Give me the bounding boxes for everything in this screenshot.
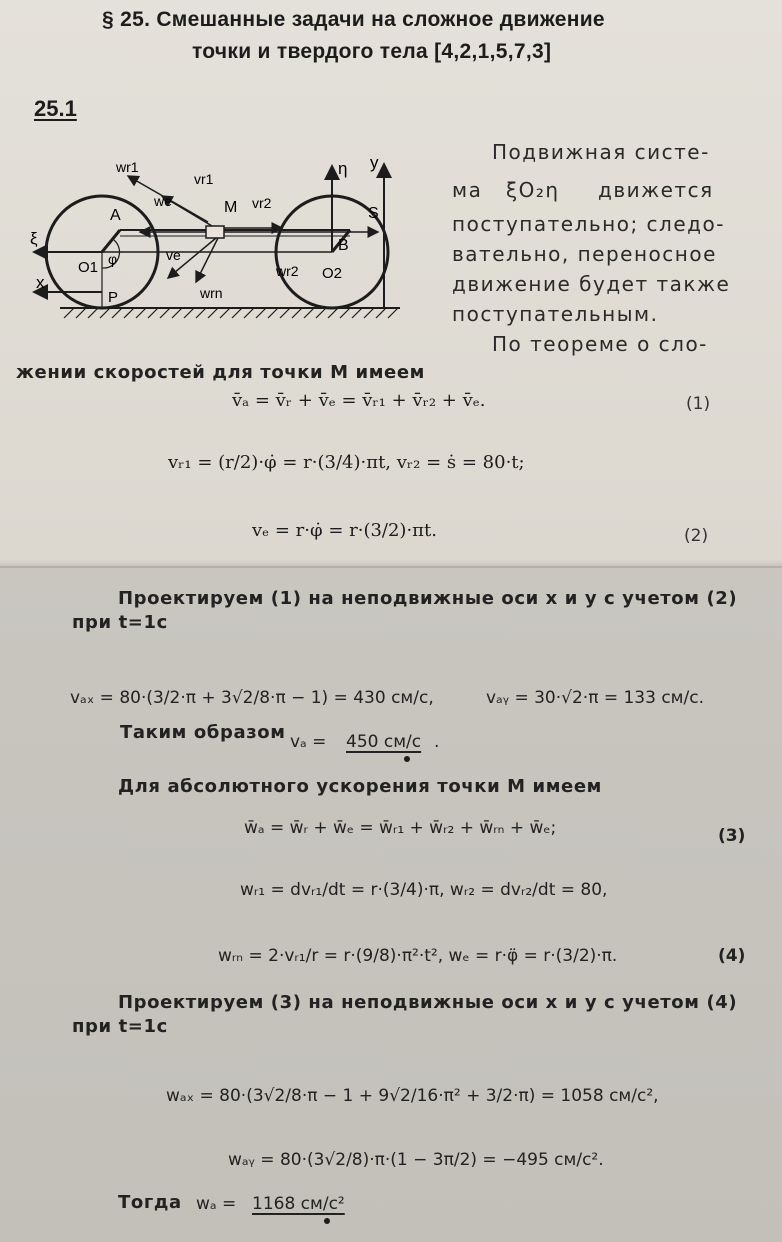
then-label: Тогда <box>118 1192 182 1213</box>
equation-transport-velocity: vₑ = r·φ̇ = r·(3/2)·πt. <box>252 520 437 541</box>
equation-tag-1: (1) <box>686 394 711 414</box>
problem-number: 25.1 <box>34 96 77 121</box>
slider-M <box>206 226 224 238</box>
equation-velocity-sum: v̄ₐ = v̄ᵣ + v̄ₑ = v̄ᵣ₁ + v̄ᵣ₂ + v̄ₑ. <box>232 390 486 411</box>
equation-relative-accelerations: wᵣ₁ = dvᵣ₁/dt = r·(3/4)·π, wᵣ₂ = dvᵣ₂/dt = 80, <box>240 880 608 900</box>
intro-line-2b: ξO₂η <box>506 178 560 202</box>
intro-line-3: поступательно; следо- <box>452 212 725 236</box>
label-vr1: vr1 <box>194 171 214 187</box>
equation-vay: vₐᵧ = 30·√2·π = 133 см/с. <box>486 688 704 708</box>
label-wr1: wr1 <box>116 159 139 175</box>
projection-text-1: Проектируем (1) на неподвижные оси x и y с учетом (2) <box>118 588 738 609</box>
intro-line-6: поступательным. <box>452 302 659 326</box>
label-wrn: wrn <box>200 285 223 301</box>
result-marker-dot-2 <box>324 1218 330 1224</box>
intro-line-2a: ма <box>452 178 483 202</box>
velocity-theorem-text: жении скоростей для точки M имеем <box>16 362 425 383</box>
label-we: we <box>154 193 172 209</box>
projection-time-2: при t=1c <box>72 1016 168 1037</box>
intro-line-2c: движется <box>598 178 714 202</box>
ground-hatching <box>64 308 398 318</box>
absolute-velocity-result: 450 см/с <box>346 732 422 752</box>
intro-line-4: вательно, переносное <box>452 242 717 266</box>
label-P: P <box>108 289 119 306</box>
equation-tag-3: (3) <box>718 826 746 846</box>
then-lhs: wₐ = <box>196 1194 237 1214</box>
crank-left <box>102 230 120 252</box>
intro-line-7: По теореме о сло- <box>492 332 708 356</box>
lower-scan-region <box>0 566 782 1242</box>
label-y: y <box>370 153 379 172</box>
acceleration-text: Для абсолютного ускорения точки M имеем <box>118 776 602 797</box>
equation-way: wₐᵧ = 80·(3√2/8)·π·(1 − 3π/2) = −495 см/с². <box>228 1150 604 1170</box>
thus-lhs: vₐ = <box>290 732 327 752</box>
label-A: A <box>110 207 121 224</box>
thus-label: Таким образом <box>120 722 286 743</box>
label-O1: O1 <box>78 259 99 276</box>
equation-wax: wₐₓ = 80·(3√2/8·π − 1 + 9√2/16·π² + 3/2·π) = 1058 см/с², <box>166 1086 659 1106</box>
mechanism-diagram <box>20 150 420 330</box>
label-vr2: vr2 <box>252 195 272 211</box>
label-x: x <box>36 273 45 292</box>
label-ve: ve <box>166 247 181 263</box>
equation-relative-velocities: vᵣ₁ = (r/2)·φ̇ = r·(3/4)·πt, vᵣ₂ = ṡ = 80·t; <box>168 452 525 473</box>
label-O2: O2 <box>322 265 343 282</box>
projection-time-1: при t=1c <box>72 612 168 633</box>
projection-text-2: Проектируем (3) на неподвижные оси x и y с учетом (4) <box>118 992 738 1013</box>
intro-line-5: движение будет также <box>452 272 731 296</box>
label-xi: ξ <box>30 229 38 248</box>
label-eta: η <box>338 159 348 178</box>
page-seam <box>0 560 782 568</box>
label-phi: φ <box>108 251 118 267</box>
intro-line-1: Подвижная систе- <box>492 140 710 164</box>
label-wr2: wr2 <box>276 263 299 279</box>
section-title-line-2: точки и твердого тела [4,2,1,5,7,3] <box>192 40 552 63</box>
label-S: S <box>368 205 379 222</box>
equation-vax: vₐₓ = 80·(3/2·π + 3√2/8·π − 1) = 430 см/с, <box>70 688 434 708</box>
equation-acceleration-sum: w̄ₐ = w̄ᵣ + w̄ₑ = w̄ᵣ₁ + w̄ᵣ₂ + w̄ᵣₙ + w̄ₑ; <box>244 818 557 838</box>
section-title-line-1: § 25. Смешанные задачи на сложное движение <box>102 8 605 31</box>
absolute-acceleration-result: 1168 см/с² <box>252 1194 345 1214</box>
thus-end: . <box>434 732 440 752</box>
label-B: B <box>338 237 349 254</box>
result-marker-dot <box>404 756 410 762</box>
equation-normal-and-transport: wᵣₙ = 2·vᵣ₁/r = r·(9/8)·π²·t², wₑ = r·φ̈ = r·(3/2)·π. <box>218 946 618 966</box>
equation-tag-4: (4) <box>718 946 746 966</box>
label-M: M <box>224 199 238 216</box>
equation-tag-2: (2) <box>684 526 709 546</box>
